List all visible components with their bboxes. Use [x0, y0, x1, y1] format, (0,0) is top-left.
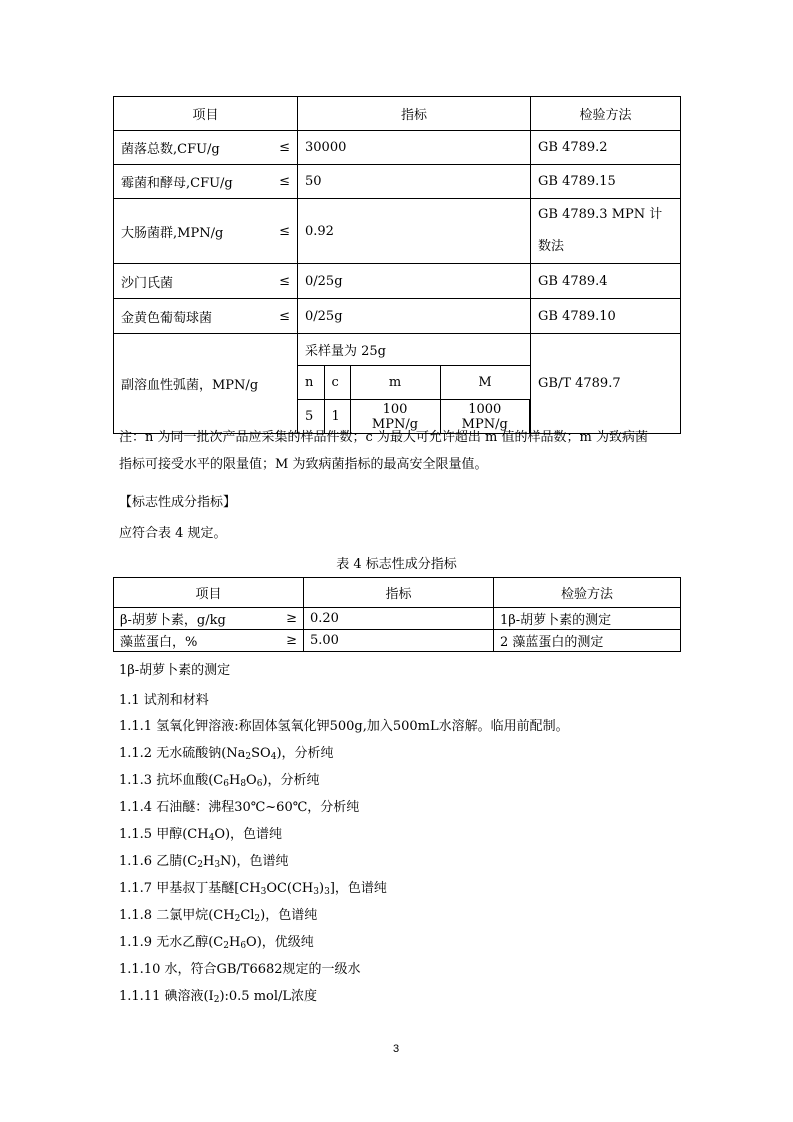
- sampling-cell: [298, 334, 531, 434]
- heading-1-1: 1.1 试剂和材料: [119, 693, 209, 708]
- item-cell: [114, 264, 298, 299]
- item-name: 金黄色葡萄球菌: [121, 310, 213, 326]
- table-row: [114, 199, 681, 264]
- method-cell: GB 4789.15: [531, 165, 681, 199]
- table-row: [114, 264, 681, 299]
- heading-1: 1β-胡萝卜素的测定: [119, 663, 231, 678]
- item-cell: [114, 165, 298, 199]
- header-item: 项目: [114, 578, 304, 608]
- page-number: 3: [393, 1043, 400, 1055]
- method-cell: GB 4789.2: [531, 131, 681, 165]
- item-name: β-胡萝卜素，g/kg: [120, 613, 226, 628]
- note-line: 指标可接受水平的限量值；M 为致病菌指标的最高安全限量值。: [119, 457, 488, 472]
- item-cell: [114, 299, 298, 334]
- method-cell: GB 4789.3 MPN 计数法: [531, 199, 681, 264]
- operator: ≥: [286, 611, 297, 626]
- operator: ≤: [279, 273, 290, 289]
- operator: ≥: [286, 633, 297, 648]
- list-item: 1.1.5 甲醇$(CH_4O)$，色谱纯: [119, 827, 283, 843]
- item-cell: 副溶血性弧菌，MPN/g: [114, 334, 298, 434]
- header-method: 检验方法: [494, 578, 681, 608]
- method-cell: GB 4789.10: [531, 299, 681, 334]
- table-row: [114, 131, 681, 165]
- marker-component-table: [113, 577, 681, 652]
- table-row: [114, 630, 681, 652]
- method-cell: GB/T 4789.7: [531, 334, 681, 434]
- item-cell: [114, 199, 298, 264]
- value-cell: 50: [298, 165, 531, 199]
- microbial-limits-table: [113, 96, 681, 434]
- item-name: 藻蓝蛋白，%: [120, 635, 198, 650]
- list-item: 1.1.1 氢氧化钾溶液:称固体氢氧化钾500g,加入500mL水溶解。临用前配制。: [119, 719, 569, 734]
- method-cell: 1β-胡萝卜素的测定: [494, 608, 681, 630]
- item-cell: [114, 608, 304, 630]
- list-item: 1.1.9 无水乙醇$(C_2H_6O)$，优级纯: [119, 935, 314, 951]
- value-cell: 0.20: [304, 608, 494, 630]
- table-header-row: [114, 578, 681, 608]
- sampling-amount: 采样量为 25g: [298, 334, 530, 366]
- list-item: 1.1.3 抗坏血酸$(C_6H_8O_6)$，分析纯: [119, 773, 320, 789]
- header-item: 项目: [114, 97, 298, 131]
- table-note: [119, 424, 689, 478]
- method-cell: 2 藻蓝蛋白的测定: [494, 630, 681, 652]
- table-row: [114, 299, 681, 334]
- header-indicator: 指标: [298, 97, 531, 131]
- list-item: 1.1.4 石油醚：沸程30℃~60℃，分析纯: [119, 800, 360, 815]
- operator: ≤: [279, 140, 290, 155]
- operator: ≤: [279, 308, 290, 324]
- item-name: 沙门氏菌: [121, 275, 174, 291]
- item-name: 大肠菌群,MPN/g: [121, 225, 224, 241]
- sub-value-c: 1: [324, 400, 350, 434]
- header-method: 检验方法: [531, 97, 681, 131]
- table-caption: 表 4 标志性成分指标: [336, 557, 457, 572]
- item-cell: [114, 630, 304, 652]
- operator: ≤: [279, 223, 290, 239]
- sampling-plan-table: [298, 334, 530, 433]
- sub-value-n: 5: [298, 400, 324, 434]
- sub-header-m: m: [350, 366, 440, 400]
- item-cell: [114, 131, 298, 165]
- list-item: 1.1.2 无水硫酸钠$(Na_2SO_4)$，分析纯: [119, 746, 334, 762]
- list-item: 1.1.7 甲基叔丁基醚$[CH_3OC(CH_3)_3]$，色谱纯: [119, 881, 387, 897]
- list-item: 1.1.6 乙腈$(C_2H_3N)$，色谱纯: [119, 854, 289, 870]
- table-row-vibrio: [114, 334, 681, 434]
- list-item: 1.1.10 水，符合GB/T6682规定的一级水: [119, 962, 361, 977]
- operator: ≤: [279, 174, 290, 189]
- item-name: 菌落总数,CFU/g: [121, 142, 220, 157]
- sub-header-n: n: [298, 366, 324, 400]
- value-cell: 0/25g: [298, 264, 531, 299]
- section-heading: 【标志性成分指标】: [119, 495, 237, 510]
- method-cell: GB 4789.4: [531, 264, 681, 299]
- value-cell: 30000: [298, 131, 531, 165]
- table-row: [114, 165, 681, 199]
- value-cell: 0.92: [298, 199, 531, 264]
- table-header-row: [114, 97, 681, 131]
- value-cell: 0/25g: [298, 299, 531, 334]
- sub-header-c: c: [324, 366, 350, 400]
- list-item: 1.1.11 碘溶液$(I_2):0.5$ mol/L浓度: [119, 989, 318, 1005]
- note-line: 注：n 为同一批次产品应采集的样品件数；c 为最大可允许超出 m 值的样品数；m 为致病菌: [119, 430, 648, 445]
- value-cell: 5.00: [304, 630, 494, 652]
- header-indicator: 指标: [304, 578, 494, 608]
- item-name: 霉菌和酵母,CFU/g: [121, 176, 233, 191]
- sub-value-M: 1000 MPN/g: [440, 400, 530, 434]
- sub-header-M: M: [440, 366, 530, 400]
- section-text: 应符合表 4 规定。: [119, 526, 227, 541]
- sub-value-m: 100 MPN/g: [350, 400, 440, 434]
- table-row: [114, 608, 681, 630]
- list-item: 1.1.8 二氯甲烷$(CH_2Cl_2)$，色谱纯: [119, 908, 318, 924]
